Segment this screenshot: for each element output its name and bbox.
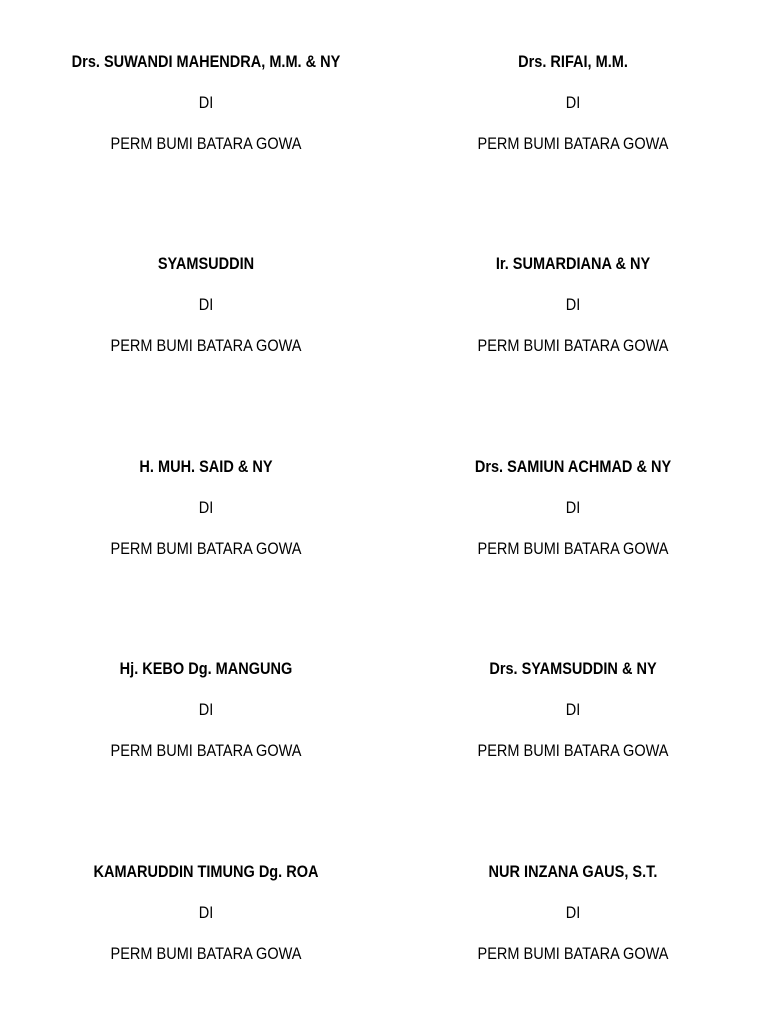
recipient-address: PERM BUMI BATARA GOWA bbox=[477, 945, 669, 963]
label-di: DI bbox=[565, 701, 581, 719]
address-label bbox=[56, 457, 355, 559]
recipient-address: PERM BUMI BATARA GOWA bbox=[477, 742, 669, 760]
label-di: DI bbox=[565, 296, 581, 314]
recipient-name: Hj. KEBO Dg. MANGUNG bbox=[119, 660, 293, 678]
recipient-name: KAMARUDDIN TIMUNG Dg. ROA bbox=[93, 863, 319, 881]
recipient-address: PERM BUMI BATARA GOWA bbox=[110, 742, 302, 760]
address-label bbox=[423, 862, 722, 964]
recipient-name: H. MUH. SAID & NY bbox=[139, 458, 273, 476]
recipient-name: Drs. SUWANDI MAHENDRA, M.M. & NY bbox=[71, 53, 341, 71]
recipient-address: PERM BUMI BATARA GOWA bbox=[477, 135, 669, 153]
address-label bbox=[56, 254, 355, 356]
recipient-name: Drs. RIFAI, M.M. bbox=[518, 53, 628, 71]
recipient-name: Drs. SAMIUN ACHMAD & NY bbox=[474, 458, 672, 476]
address-label bbox=[423, 457, 722, 559]
address-label bbox=[56, 659, 355, 761]
label-di: DI bbox=[198, 904, 214, 922]
label-di: DI bbox=[198, 701, 214, 719]
label-di: DI bbox=[198, 499, 214, 517]
recipient-name: Drs. SYAMSUDDIN & NY bbox=[489, 660, 657, 678]
label-di: DI bbox=[198, 94, 214, 112]
label-di: DI bbox=[565, 904, 581, 922]
recipient-address: PERM BUMI BATARA GOWA bbox=[110, 135, 302, 153]
recipient-address: PERM BUMI BATARA GOWA bbox=[110, 540, 302, 558]
recipient-name: SYAMSUDDIN bbox=[157, 255, 255, 273]
label-di: DI bbox=[565, 499, 581, 517]
address-label bbox=[423, 254, 722, 356]
recipient-address: PERM BUMI BATARA GOWA bbox=[110, 945, 302, 963]
address-label bbox=[423, 52, 722, 154]
label-di: DI bbox=[565, 94, 581, 112]
recipient-address: PERM BUMI BATARA GOWA bbox=[477, 337, 669, 355]
recipient-name: NUR INZANA GAUS, S.T. bbox=[488, 863, 658, 881]
address-label bbox=[423, 659, 722, 761]
address-label bbox=[56, 52, 355, 154]
recipient-address: PERM BUMI BATARA GOWA bbox=[110, 337, 302, 355]
recipient-address: PERM BUMI BATARA GOWA bbox=[477, 540, 669, 558]
label-di: DI bbox=[198, 296, 214, 314]
address-label bbox=[56, 862, 355, 964]
recipient-name: Ir. SUMARDIANA & NY bbox=[495, 255, 651, 273]
